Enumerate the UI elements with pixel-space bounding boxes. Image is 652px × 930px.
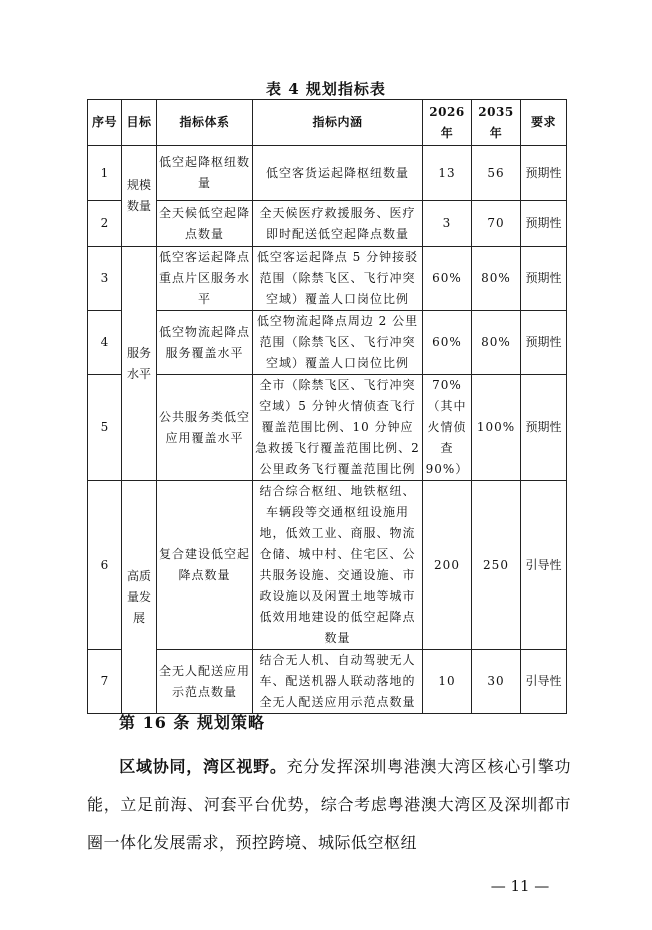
- value-2035: 250: [472, 481, 521, 650]
- table-row: [88, 247, 567, 311]
- goal-cell: 服务水平: [122, 247, 157, 481]
- value-2026: 13: [423, 146, 472, 201]
- table-row: [88, 146, 567, 201]
- row-no: 4: [88, 311, 122, 375]
- table-row: [88, 375, 567, 481]
- paragraph-body: 充分发挥深圳粤港澳大湾区核心引擎功能，立足前海、河套平台优势，综合考虑粤港澳大湾区及深圳都市圈一体化发展需求，预控跨境、城际低空枢纽: [87, 757, 571, 852]
- goal-cell: 高质量发展: [122, 481, 157, 714]
- header-system: 指标体系: [157, 100, 253, 146]
- planning-indicator-table: [87, 99, 567, 714]
- indicator-content: 结合综合枢纽、地铁枢纽、车辆段等交通枢纽设施用地，低效工业、商服、物流仓储、城中村、住宅区、公共服务设施、交通设施、市政设施以及闲置土地等城市低效用地建设的低空起降点数量: [253, 481, 423, 650]
- value-2035: 80%: [472, 247, 521, 311]
- requirement: 预期性: [521, 375, 567, 481]
- indicator-system: 公共服务类低空应用覆盖水平: [157, 375, 253, 481]
- header-2035: 2035 年: [472, 100, 521, 146]
- requirement: 预期性: [521, 311, 567, 375]
- paragraph-lead: 区域协同，湾区视野。: [119, 757, 287, 776]
- indicator-content: 结合无人机、自动驾驶无人车、配送机器人联动落地的全无人配送应用示范点数量: [253, 650, 423, 714]
- table-row: [88, 201, 567, 247]
- row-no: 2: [88, 201, 122, 247]
- indicator-content: 低空物流起降点周边 2 公里范围（除禁飞区、飞行冲突空域）覆盖人口岗位比例: [253, 311, 423, 375]
- indicator-system: 全无人配送应用示范点数量: [157, 650, 253, 714]
- indicator-content: 全天候医疗救援服务、医疗即时配送低空起降点数量: [253, 201, 423, 247]
- requirement: 预期性: [521, 201, 567, 247]
- requirement: 预期性: [521, 146, 567, 201]
- goal-cell: 规模数量: [122, 146, 157, 247]
- article-heading: 第 16 条 规划策略: [119, 713, 265, 732]
- row-no: 3: [88, 247, 122, 311]
- indicator-system: 低空物流起降点服务覆盖水平: [157, 311, 253, 375]
- header-requirement: 要求: [521, 100, 567, 146]
- value-2035: 100%: [472, 375, 521, 481]
- value-2035: 80%: [472, 311, 521, 375]
- row-no: 6: [88, 481, 122, 650]
- value-2026: 200: [423, 481, 472, 650]
- header-content: 指标内涵: [253, 100, 423, 146]
- row-no: 5: [88, 375, 122, 481]
- header-goal: 目标: [122, 100, 157, 146]
- value-2035: 30: [472, 650, 521, 714]
- value-2026: 3: [423, 201, 472, 247]
- row-no: 7: [88, 650, 122, 714]
- indicator-system: 复合建设低空起降点数量: [157, 481, 253, 650]
- table-header-row: [88, 100, 567, 146]
- indicator-system: 低空起降枢纽数量: [157, 146, 253, 201]
- row-no: 1: [88, 146, 122, 201]
- value-2026: 60%: [423, 311, 472, 375]
- article-paragraph: [87, 748, 571, 862]
- requirement: 引导性: [521, 481, 567, 650]
- value-2035: 56: [472, 146, 521, 201]
- value-2026: 60%: [423, 247, 472, 311]
- table-row: [88, 311, 567, 375]
- value-2026: 10: [423, 650, 472, 714]
- value-2026: 70%（其中火情侦查 90%）: [423, 375, 472, 481]
- table-row: [88, 481, 567, 650]
- value-2035: 70: [472, 201, 521, 247]
- indicator-content: 全市（除禁飞区、飞行冲突空域）5 分钟火情侦查飞行覆盖范围比例、10 分钟应急救援飞行覆盖范围比例、2 公里政务飞行覆盖范围比例: [253, 375, 423, 481]
- header-no: 序号: [88, 100, 122, 146]
- requirement: 引导性: [521, 650, 567, 714]
- indicator-system: 全天候低空起降点数量: [157, 201, 253, 247]
- page-number: — 11 —: [490, 877, 550, 895]
- indicator-content: 低空客运起降点 5 分钟接驳范围（除禁飞区、飞行冲突空域）覆盖人口岗位比例: [253, 247, 423, 311]
- indicator-system: 低空客运起降点重点片区服务水平: [157, 247, 253, 311]
- table-row: [88, 650, 567, 714]
- header-2026: 2026 年: [423, 100, 472, 146]
- requirement: 预期性: [521, 247, 567, 311]
- table-caption: 表 4 规划指标表: [266, 80, 386, 98]
- indicator-content: 低空客货运起降枢纽数量: [253, 146, 423, 201]
